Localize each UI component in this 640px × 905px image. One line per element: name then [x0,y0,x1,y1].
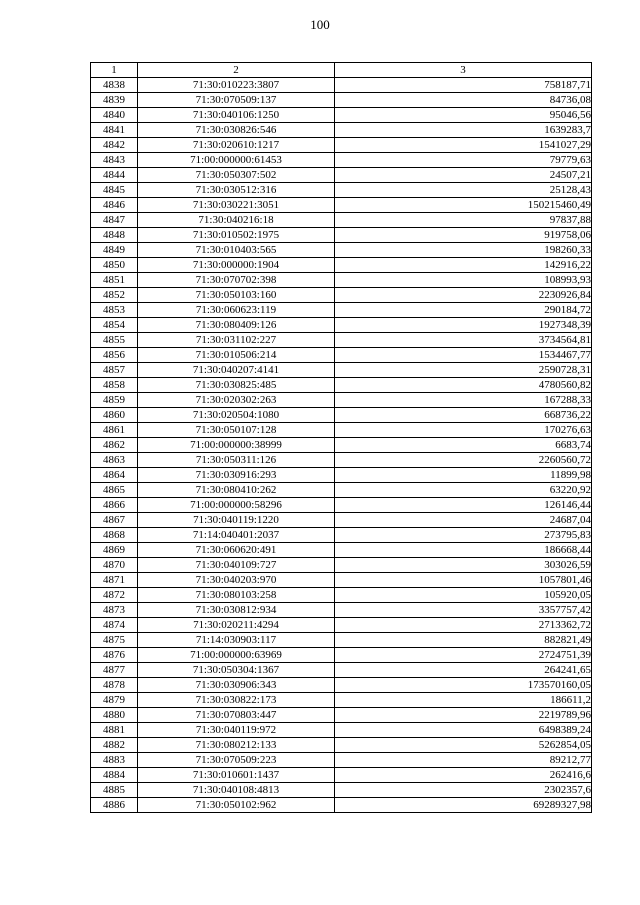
value-cell: 97837,88 [335,213,592,228]
table-row [91,108,592,123]
cadastral-number-cell: 71:30:040216:18 [138,213,335,228]
row-number-cell: 4840 [91,108,138,123]
column-header-1: 1 [91,63,138,78]
table-row [91,138,592,153]
cadastral-number-cell: 71:30:050103:160 [138,288,335,303]
cadastral-number-cell: 71:30:060623:119 [138,303,335,318]
value-cell: 173570160,05 [335,678,592,693]
row-number-cell: 4883 [91,753,138,768]
cadastral-number-cell: 71:30:050107:128 [138,423,335,438]
table-row [91,438,592,453]
cadastral-number-cell: 71:30:030512:316 [138,183,335,198]
table-body [91,63,592,813]
value-cell: 2724751,39 [335,648,592,663]
row-number-cell: 4875 [91,633,138,648]
value-cell: 2260560,72 [335,453,592,468]
table-row [91,213,592,228]
table-row [91,288,592,303]
cadastral-number-cell: 71:30:040207:4141 [138,363,335,378]
table-row [91,678,592,693]
table-row [91,348,592,363]
cadastral-number-cell: 71:30:020211:4294 [138,618,335,633]
table-row [91,663,592,678]
value-cell: 170276,63 [335,423,592,438]
value-cell: 303026,59 [335,558,592,573]
value-cell: 264241,65 [335,663,592,678]
row-number-cell: 4868 [91,528,138,543]
row-number-cell: 4855 [91,333,138,348]
table-row [91,513,592,528]
row-number-cell: 4885 [91,783,138,798]
cadastral-number-cell: 71:30:040109:727 [138,558,335,573]
row-number-cell: 4877 [91,663,138,678]
row-number-cell: 4870 [91,558,138,573]
cadastral-number-cell: 71:00:000000:38999 [138,438,335,453]
table-row [91,123,592,138]
table-row [91,378,592,393]
value-cell: 668736,22 [335,408,592,423]
table-row [91,723,592,738]
row-number-cell: 4856 [91,348,138,363]
table-row [91,393,592,408]
cadastral-number-cell: 71:14:030903:117 [138,633,335,648]
row-number-cell: 4860 [91,408,138,423]
cadastral-number-cell: 71:30:050304:1367 [138,663,335,678]
value-cell: 4780560,82 [335,378,592,393]
row-number-cell: 4882 [91,738,138,753]
table-row [91,453,592,468]
row-number-cell: 4865 [91,483,138,498]
table-row [91,183,592,198]
row-number-cell: 4852 [91,288,138,303]
value-cell: 273795,83 [335,528,592,543]
cadastral-number-cell: 71:30:010223:3807 [138,78,335,93]
cadastral-number-cell: 71:30:031102:227 [138,333,335,348]
row-number-cell: 4844 [91,168,138,183]
table-row [91,498,592,513]
value-cell: 95046,56 [335,108,592,123]
cadastral-number-cell: 71:30:050311:126 [138,453,335,468]
row-number-cell: 4886 [91,798,138,813]
cadastral-number-cell: 71:30:080409:126 [138,318,335,333]
cadastral-number-cell: 71:30:040119:972 [138,723,335,738]
cadastral-number-cell: 71:30:050307:502 [138,168,335,183]
cadastral-number-cell: 71:30:010502:1975 [138,228,335,243]
value-cell: 5262854,05 [335,738,592,753]
row-number-cell: 4872 [91,588,138,603]
cadastral-number-cell: 71:30:070803:447 [138,708,335,723]
value-cell: 79779,63 [335,153,592,168]
value-cell: 6498389,24 [335,723,592,738]
value-cell: 105920,05 [335,588,592,603]
value-cell: 3357757,42 [335,603,592,618]
value-cell: 919758,06 [335,228,592,243]
value-cell: 84736,08 [335,93,592,108]
table-row [91,78,592,93]
table-row [91,258,592,273]
value-cell: 142916,22 [335,258,592,273]
value-cell: 3734564,81 [335,333,592,348]
row-number-cell: 4876 [91,648,138,663]
table-row [91,318,592,333]
table-row [91,93,592,108]
table-row [91,363,592,378]
row-number-cell: 4878 [91,678,138,693]
row-number-cell: 4858 [91,378,138,393]
cadastral-number-cell: 71:30:070702:398 [138,273,335,288]
table-row [91,783,592,798]
cadastral-number-cell: 71:00:000000:58296 [138,498,335,513]
row-number-cell: 4874 [91,618,138,633]
table-row [91,573,592,588]
table-row [91,543,592,558]
table-row [91,618,592,633]
cadastral-number-cell: 71:30:080212:133 [138,738,335,753]
row-number-cell: 4880 [91,708,138,723]
cadastral-number-cell: 71:30:040108:4813 [138,783,335,798]
cadastral-number-cell: 71:30:030221:3051 [138,198,335,213]
table-row [91,648,592,663]
row-number-cell: 4867 [91,513,138,528]
cadastral-number-cell: 71:14:040401:2037 [138,528,335,543]
cadastral-number-cell: 71:30:020302:263 [138,393,335,408]
table-row [91,528,592,543]
table-row [91,228,592,243]
cadastral-number-cell: 71:30:080410:262 [138,483,335,498]
page-number: 100 [310,17,330,32]
value-cell: 24687,04 [335,513,592,528]
row-number-cell: 4857 [91,363,138,378]
value-cell: 186611,2 [335,693,592,708]
cadastral-number-cell: 71:30:030906:343 [138,678,335,693]
value-cell: 167288,33 [335,393,592,408]
cadastral-number-cell: 71:30:010601:1437 [138,768,335,783]
table-row [91,558,592,573]
cadastral-number-cell: 71:30:070509:137 [138,93,335,108]
value-cell: 882821,49 [335,633,592,648]
cadastral-number-cell: 71:30:000000:1904 [138,258,335,273]
table-row [91,468,592,483]
value-cell: 108993,93 [335,273,592,288]
value-cell: 25128,43 [335,183,592,198]
value-cell: 1541027,29 [335,138,592,153]
row-number-cell: 4850 [91,258,138,273]
row-number-cell: 4843 [91,153,138,168]
row-number-cell: 4846 [91,198,138,213]
row-number-cell: 4861 [91,423,138,438]
table-header-row [91,63,592,78]
value-cell: 2590728,31 [335,363,592,378]
value-cell: 2302357,6 [335,783,592,798]
value-cell: 1927348,39 [335,318,592,333]
cadastral-number-cell: 71:30:030826:546 [138,123,335,138]
cadastral-number-cell: 71:30:070509:223 [138,753,335,768]
value-cell: 198260,33 [335,243,592,258]
table-row [91,168,592,183]
table-row [91,153,592,168]
value-cell: 186668,44 [335,543,592,558]
table-row [91,198,592,213]
row-number-cell: 4864 [91,468,138,483]
row-number-cell: 4854 [91,318,138,333]
row-number-cell: 4842 [91,138,138,153]
row-number-cell: 4863 [91,453,138,468]
table-row [91,738,592,753]
value-cell: 89212,77 [335,753,592,768]
cadastral-number-cell: 71:30:030812:934 [138,603,335,618]
cadastral-number-cell: 71:30:060620:491 [138,543,335,558]
cadastral-number-cell: 71:30:010506:214 [138,348,335,363]
row-number-cell: 4862 [91,438,138,453]
value-cell: 1534467,77 [335,348,592,363]
value-cell: 69289327,98 [335,798,592,813]
value-cell: 1057801,46 [335,573,592,588]
row-number-cell: 4873 [91,603,138,618]
cadastral-number-cell: 71:30:030825:485 [138,378,335,393]
row-number-cell: 4871 [91,573,138,588]
table-row [91,708,592,723]
value-cell: 126146,44 [335,498,592,513]
row-number-cell: 4841 [91,123,138,138]
cadastral-number-cell: 71:30:030822:173 [138,693,335,708]
table-row [91,483,592,498]
row-number-cell: 4853 [91,303,138,318]
cadastral-number-cell: 71:30:010403:565 [138,243,335,258]
cadastral-number-cell: 71:00:000000:63969 [138,648,335,663]
row-number-cell: 4866 [91,498,138,513]
row-number-cell: 4851 [91,273,138,288]
row-number-cell: 4847 [91,213,138,228]
table-row [91,633,592,648]
row-number-cell: 4849 [91,243,138,258]
table-row [91,303,592,318]
cadastral-number-cell: 71:30:020504:1080 [138,408,335,423]
table-row [91,273,592,288]
column-header-2: 2 [138,63,335,78]
cadastral-number-cell: 71:30:040119:1220 [138,513,335,528]
value-cell: 1639283,7 [335,123,592,138]
row-number-cell: 4869 [91,543,138,558]
table-row [91,603,592,618]
row-number-cell: 4848 [91,228,138,243]
cadastral-number-cell: 71:30:020610:1217 [138,138,335,153]
table-row [91,588,592,603]
row-number-cell: 4884 [91,768,138,783]
value-cell: 2230926,84 [335,288,592,303]
value-cell: 150215460,49 [335,198,592,213]
column-header-3: 3 [335,63,592,78]
row-number-cell: 4838 [91,78,138,93]
cadastral-number-cell: 71:30:050102:962 [138,798,335,813]
value-cell: 758187,71 [335,78,592,93]
table-row [91,798,592,813]
table-row [91,333,592,348]
table-row [91,693,592,708]
data-table [90,62,592,813]
cadastral-number-cell: 71:30:040106:1250 [138,108,335,123]
row-number-cell: 4845 [91,183,138,198]
table-row [91,423,592,438]
row-number-cell: 4879 [91,693,138,708]
table-row [91,753,592,768]
value-cell: 24507,21 [335,168,592,183]
table-row [91,408,592,423]
value-cell: 2713362,72 [335,618,592,633]
cadastral-number-cell: 71:30:030916:293 [138,468,335,483]
value-cell: 290184,72 [335,303,592,318]
value-cell: 6683,74 [335,438,592,453]
row-number-cell: 4859 [91,393,138,408]
value-cell: 11899,98 [335,468,592,483]
row-number-cell: 4839 [91,93,138,108]
cadastral-number-cell: 71:30:080103:258 [138,588,335,603]
value-cell: 63220,92 [335,483,592,498]
row-number-cell: 4881 [91,723,138,738]
cadastral-number-cell: 71:00:000000:61453 [138,153,335,168]
value-cell: 2219789,96 [335,708,592,723]
table-row [91,243,592,258]
cadastral-number-cell: 71:30:040203:970 [138,573,335,588]
table-row [91,768,592,783]
value-cell: 262416,6 [335,768,592,783]
